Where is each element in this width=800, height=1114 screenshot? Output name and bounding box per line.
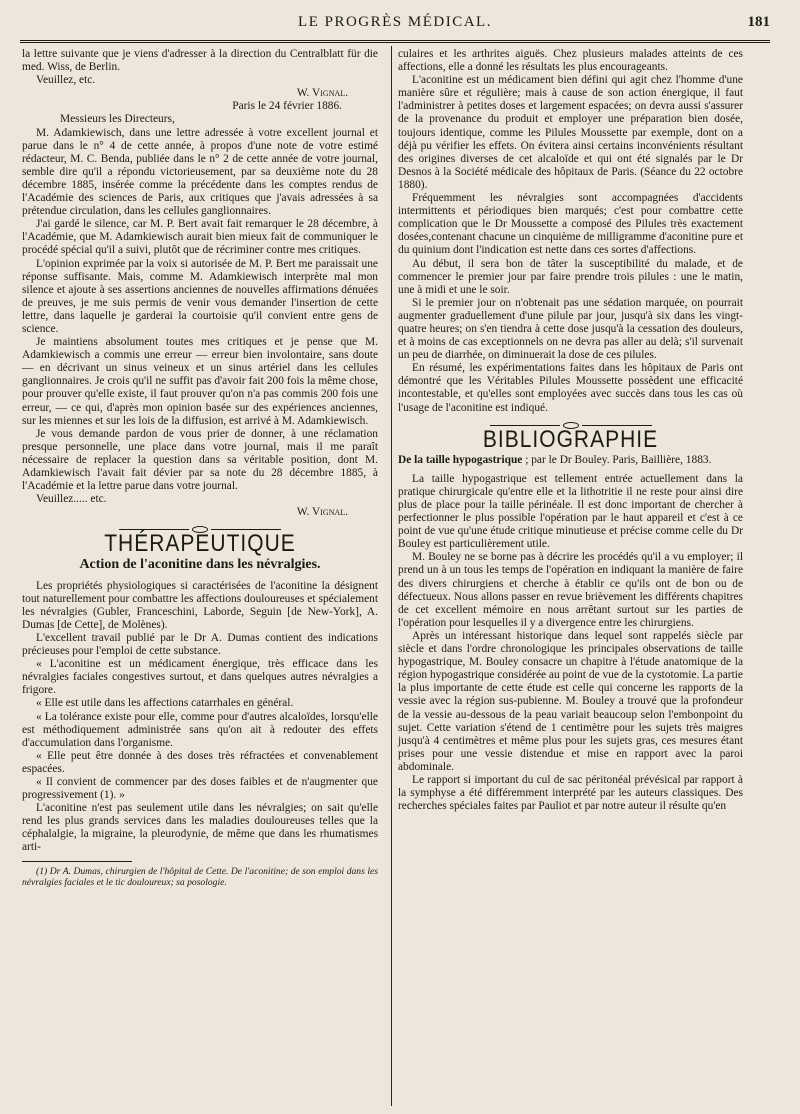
quote-paragraph: « Il convient de commencer par des doses faibles et de n'augmenter que progressivement (1). » <box>22 775 378 802</box>
paragraph: Le rapport si important du cul de sac péritonéal prévésical par rapport à la symphyse a été différemment interprété par les auteurs classiques. Des recherches spéciales faites par Pauliot et par notre auteur il résulte qu'en <box>398 773 743 813</box>
paragraph: Si le premier jour on n'obtenait pas une sédation marquée, on pourrait augmenter graduellement d'une pilule par jour, jusqu'à six dans les vingt-quatre heures; on s'en tiendra à cette dose jusqu'à la cessation des douleurs, et à moins de cas exceptionnels on ne devra pas aller au delà; s'il survenait un peu de diarrhée, on diminuerait la dose de ces pilules. <box>398 296 743 362</box>
article-title: Action de l'aconitine dans les névralgies. <box>79 557 321 573</box>
signature: W. Vignal. <box>296 87 348 100</box>
signature: W. Vignal. <box>296 506 348 519</box>
book-reference: ; par le Dr Bouley. Paris, Baillière, 1883. <box>525 453 712 466</box>
paragraph: Au début, il sera bon de tâter la susceptibilité du malade, et de commencer le premier jour par faire prendre trois pilules : une le matin, une à midi et une le soir. <box>398 257 743 296</box>
closing-formula: Veuillez..... etc. <box>36 493 107 506</box>
paragraph: L'aconitine est un médicament bien défini qui agit chez l'homme d'une manière sûre et régulière; mais à cause de son action énergique, il faut l'administrer à petites doses et largement espacées; on devra aussi s'assurer de la provenance du produit et employer une préparation bien dosée, toujours identique, comme les Pilules Moussette par exemple, dont on a déjà pu vérifier les effets. On évitera ainsi certains inconvénients résultant des origines diverses de cet alcaloïde et qui ont été signalés par le Dr Desnos à la Société médicale des hôpitaux de Paris. (Séance du 22 octobre 1880). <box>398 74 743 191</box>
paragraph: L'aconitine n'est pas seulement utile dans les névralgies; on sait qu'elle rend les plus grands services dans les maladies douloureuses telles que la céphalalgie, la migraine, la pleurodynie, de même que dans les rhumatismes arti- <box>22 802 378 854</box>
column-divider <box>391 46 392 1106</box>
paragraph: Fréquemment les névralgies sont accompagnées d'accidents intermittents et périodiques bien marqués; c'est pour combattre cette complication que le Dr Moussette a composé des Pilules très exactement dosées,contenant chacune un cinquième de milligramme d'aconitine pure et du quinium dont l'indication est nette dans ces sortes d'affections. <box>398 192 743 257</box>
running-title: LE PROGRÈS MÉDICAL. <box>298 14 492 30</box>
paragraph: La taille hypogastrique est tellement entrée actuellement dans la pratique chirurgicale qu'entre elle et la lithotritie il ne reste pour ainsi dire plus de place pour la taille périnéale. Il est donc important de chercher à perfectionner le plus possible l'opération par le haut appareil et c'est à ce point de vue qu'une étude critique minutieuse et précise comme celle du Dr Bouley est particulièrement utile. <box>398 472 743 551</box>
salutation: Messieurs les Directeurs, <box>60 113 175 126</box>
paragraph: M. Bouley ne se borne pas à décrire les procédés qu'il a vu employer; il prend un à un tous les temps de l'opération en indiquant la manière de faire des divers chirurgiens et cherche à établir ce qu'ils ont de bon ou de défectueux. Nous allons passer en revue brièvement les différents chapitres de cet excellent mémoire en nous arrêtant surtout sur les parties de l'opération pour lesquelles il y a divergence entre les chirurgiens. <box>398 551 743 629</box>
paragraph: L'excellent travail publié par le Dr A. Dumas contient des indications précieuses pour l'emploi de cette substance. <box>22 631 378 658</box>
paragraph: L'opinion exprimée par la voix si autorisée de M. P. Bert me paraissait une réponse suffisante. Mais, comme M. Adamkiewisch interprète mal mon silence et ajoute à ses assertions anciennes de nouvelles affirmations dénuées de preuves, je me suis permis de venir vous demander l'insertion de cette lettre, dans laquelle je garderai la courtoisie qu'il convient entre gens de science. <box>22 257 378 335</box>
bibliography-heading <box>398 454 743 467</box>
left-column <box>22 48 378 888</box>
paragraph: J'ai gardé le silence, car M. P. Bert avait fait remarquer le 28 décembre, à l'Académie, que M. Adamkiewisch aurait bien mieux fait de communiquer le procédé spécial qu'il a suivi, plutôt que de récriminer contre mes critiques. <box>22 218 378 257</box>
paragraph: En résumé, les expérimentations faites dans les hôpitaux de Paris ont démontré que les Véritables Pilules Moussette possèdent une efficacité incontestable, et qu'elles sont employées avec succès dans tous les cas où l'usage de l'aconitine est indiqué. <box>398 362 743 414</box>
book-title: De la taille hypogastrique <box>398 453 523 466</box>
paragraph: Je vous demande pardon de vous prier de donner, à une réclamation presque personnelle, une place dans votre journal, mais il me paraît nécessaire de replacer la question dans sa véritable position, dont M. Adamkiewisch l'avait fait dévier par sa note du 28 décembre 1885, à l'Académie et la lettre parue dans votre journal. <box>22 427 378 493</box>
page-number: 181 <box>747 14 770 30</box>
paragraph: Après un intéressant historique dans lequel sont rappelés siècle par siècle et dans l'ordre chronologique les principales observations de taille hypogastrique, M. Bouley consacre un chapitre à l'étude anatomique de la région hypogastrique considérée au point de vue de la cystotomie. La partie la plus importante de cette étude est celle qui concerne les rapports de la vessie avec la région sus-pubienne. M. Bouley a trouvé que la profondeur de la vessie au-dessous de la peau variait beaucoup selon l'embonpoint du sujet. Cette variation s'étend de 1 centimètre pour les sujets très maigres jusqu'à 4 centimètres et même plus pour les sujets gras, ces mesures étant prises pour une vessie distendue et mise en rapport avec la paroi abdominale. <box>398 629 743 773</box>
paragraph: M. Adamkiewisch, dans une lettre adressée à votre excellent journal et parue dans le n° 4 de cette année, à propos d'une note de votre estimé rédacteur, M. C. Benda, publiée dans le n° 2 de cette année de votre journal, semble dire qu'il a répondu victorieusement, par sa deuxième note du 28 décembre 1885, insérée comme la précédente dans les comptes rendus de l'Académie des sciences de Paris, aux critiques que j'avais adressées à sa prétendue circulation, dans les cellules ganglionnaires. <box>22 126 378 218</box>
footnote: (1) Dr A. Dumas, chirurgien de l'hôpital de Cette. De l'aconitine; de son emploi dans les névralgies faciales et le tic douloureux; sa posologie. <box>22 865 378 888</box>
closing-formula: Veuillez, etc. <box>36 74 96 87</box>
section-title-therapeutique: THÉRAPEUTIQUE <box>104 530 296 558</box>
page-header <box>20 14 770 36</box>
quote-paragraph: « Elle peut être donnée à des doses très réfractées et convenablement espacées. <box>22 749 378 775</box>
footnote-rule <box>22 861 132 862</box>
paragraph: Je maintiens absolument toutes mes critiques et je pense que M. Adamkiewisch a commis une erreur — erreur bien involontaire, sans doute — en décrivant un sinus veineux et un sinus artériel dans les cellules ganglionnaires. Je crois qu'il ne suffit pas d'avoir fait 200 fois la même chose, pour prouver qu'elle existe, il faut prouver qu'on n'a pas commis 200 fois une erreur, — ce qui, d'après mon opinion basée sur des expériences anciennes, sur les miennes et sur les lois de la diffusion, est arrivé à M. Adamkiewisch. <box>22 336 378 427</box>
paragraph: culaires et les arthrites aiguës. Chez plusieurs malades atteints de ces affections, elle a donné les résultats les plus encourageants. <box>398 48 743 74</box>
quote-paragraph: « La tolérance existe pour elle, comme pour d'autres alcaloïdes, lorsqu'elle est méthodiquement administrée sans qu'on ait à redouter des effets d'accumulation dans l'organisme. <box>22 710 378 749</box>
quote-paragraph: « L'aconitine est un médicament énergique, très efficace dans les névralgies faciales congestives surtout, et dans quelques autres névralgies a frigore. <box>22 658 378 697</box>
section-title-bibliographie: BIBLIOGRAPHIE <box>482 425 659 453</box>
paragraph: Les propriétés physiologiques si caractérisées de l'aconitine la désignent tout naturellement pour combattre les affections douloureuses et spécialement les névralgies (Gubler, Franceschini, Laborde, Seguin [de New-York], A. Dumas [de Cette], de Molènes). <box>22 579 378 631</box>
quote-paragraph: « Elle est utile dans les affections catarrhales en général. <box>36 697 294 710</box>
letter-date: Paris le 24 février 1886. <box>232 100 342 113</box>
header-rule <box>20 40 770 43</box>
right-column <box>398 48 743 813</box>
letter-intro: la lettre suivante que je viens d'adresser à la direction du Centralblatt für die med. Wiss, de Berlin. <box>22 48 378 74</box>
